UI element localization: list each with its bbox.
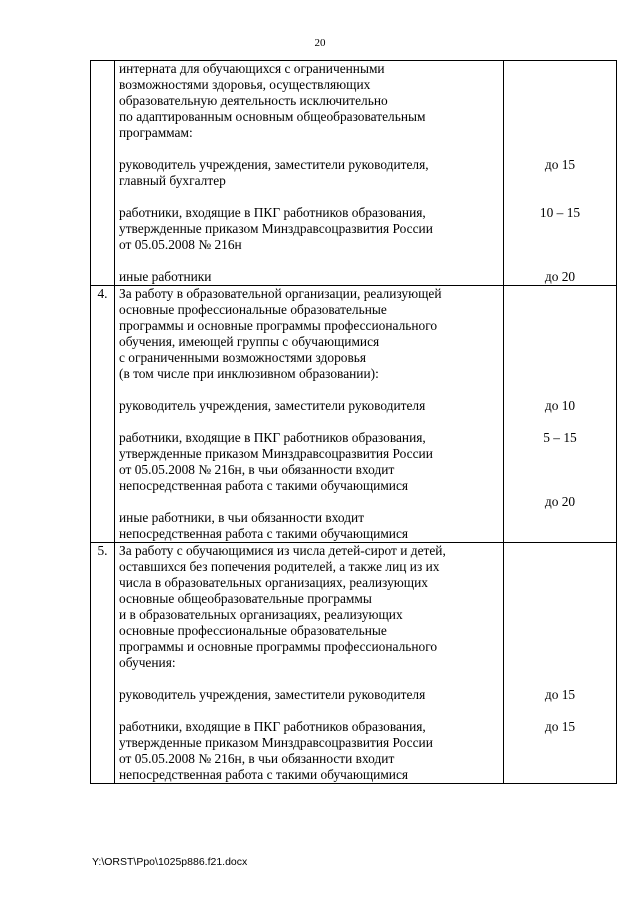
intro-line: оставшихся без попечения родителей, а также лиц из их [119, 559, 440, 574]
table-row [91, 543, 617, 784]
table-row [91, 61, 617, 286]
item-line: непосредственная работа с такими обучающимися [119, 478, 409, 493]
intro-line: программы и основные программы профессионального [119, 639, 438, 654]
row-description [115, 543, 504, 784]
item-value: до 15 [544, 719, 576, 734]
intro-line: За работу в образовательной организации, реализующей [119, 286, 442, 301]
item-value: до 10 [544, 398, 576, 413]
item-line: главный бухгалтер [119, 173, 226, 188]
item-line: работники, входящие в ПКГ работников образования, [119, 430, 426, 445]
intro-line: За работу с обучающимися из числа детей-сирот и детей, [119, 543, 446, 558]
item-line: непосредственная работа с такими обучающимися [119, 526, 409, 541]
item-value: до 15 [544, 157, 576, 172]
intro-line: и в образовательных организациях, реализующих [119, 607, 403, 622]
item-line: работники, входящие в ПКГ работников образования, [119, 205, 426, 220]
item-line: руководитель учреждения, заместители руководителя, [119, 157, 429, 172]
row-values [504, 543, 617, 784]
intro-line: по адаптированным основным общеобразовательным [119, 109, 426, 124]
item-line: утвержденные приказом Минздравсоцразвития России [119, 735, 433, 750]
row-description [115, 286, 504, 543]
item-line: иные работники, в чьи обязанности входит [119, 510, 365, 525]
page-number: 20 [314, 37, 326, 49]
intro-line: основные профессиональные образовательные [119, 623, 387, 638]
file-path-footer: Y:\ORST\Ppo\1025p886.f21.docx [92, 856, 248, 868]
item-value: до 20 [544, 494, 576, 509]
item-line: утвержденные приказом Минздравсоцразвития России [119, 446, 433, 461]
item-line: от 05.05.2008 № 216н [119, 237, 242, 252]
row-values [504, 286, 617, 543]
intro-line: образовательную деятельность исключительно [119, 93, 388, 108]
intro-line: программам: [119, 125, 193, 140]
row-number: 5. [91, 543, 115, 784]
item-line: непосредственная работа с такими обучающимися [119, 767, 409, 782]
intro-line: обучения, имеющей группы с обучающимися [119, 334, 380, 349]
row-number [91, 61, 115, 286]
item-line: от 05.05.2008 № 216н, в чьи обязанности входит [119, 462, 395, 477]
intro-line: обучения: [119, 655, 176, 670]
item-line: руководитель учреждения, заместители руководителя [119, 398, 426, 413]
row-description [115, 61, 504, 286]
intro-line: основные общеобразовательные программы [119, 591, 372, 606]
intro-line: (в том числе при инклюзивном образовании): [119, 366, 379, 381]
intro-line: возможностями здоровья, осуществляющих [119, 77, 371, 92]
item-line: иные работники [119, 269, 212, 284]
intro-line: с ограниченными возможностями здоровья [119, 350, 367, 365]
item-value: 5 – 15 [543, 430, 577, 445]
item-line: руководитель учреждения, заместители руководителя [119, 687, 426, 702]
item-value: до 20 [544, 269, 576, 284]
item-line: работники, входящие в ПКГ работников образования, [119, 719, 426, 734]
row-values [504, 61, 617, 286]
item-line: утвержденные приказом Минздравсоцразвития России [119, 221, 433, 236]
item-value: 10 – 15 [539, 205, 581, 220]
intro-line: числа в образовательных организациях, реализующих [119, 575, 428, 590]
item-line: от 05.05.2008 № 216н, в чьи обязанности входит [119, 751, 395, 766]
item-value: до 15 [544, 687, 576, 702]
table-row [91, 286, 617, 543]
intro-line: основные профессиональные образовательные [119, 302, 387, 317]
row-number: 4. [91, 286, 115, 543]
intro-line: программы и основные программы профессионального [119, 318, 438, 333]
allowance-table [90, 60, 617, 784]
intro-line: интерната для обучающихся с ограниченными [119, 61, 385, 76]
